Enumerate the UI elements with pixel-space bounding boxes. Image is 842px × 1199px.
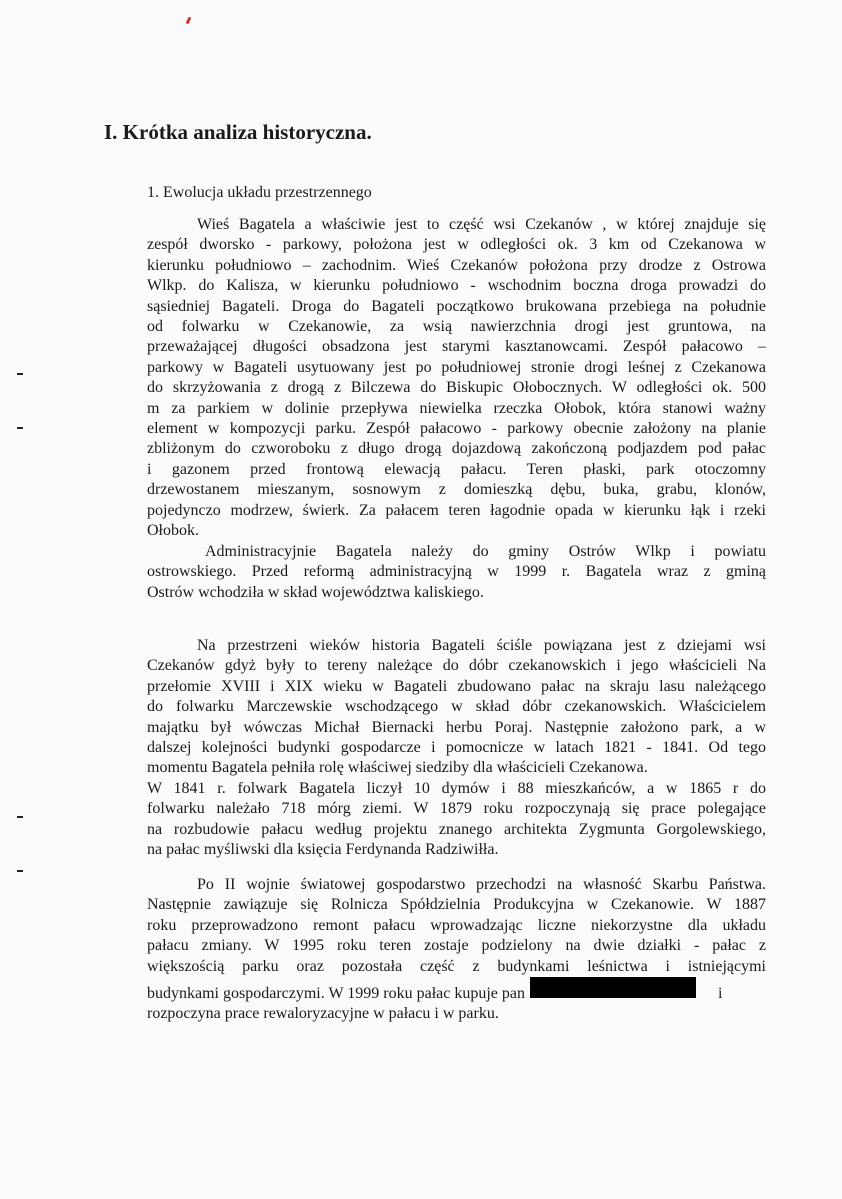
text-line: W 1841 r. folwark Bagatela liczył 10 dymów i 88 mieszkańców, a w 1865 r do <box>147 779 766 797</box>
text-line: drzewostanem mieszanym, sosnowym z domieszką dębu, buka, grabu, klonów, <box>147 481 766 499</box>
redaction-box <box>530 977 696 998</box>
text-line: majątku był wówczas Michał Biernacki herbu Poraj. Następnie założono park, a w <box>147 718 766 736</box>
text-line: na pałac myśliwski dla księcia Ferdynanda Radziwiłła. <box>147 841 499 859</box>
text-line: przełomie XVIII i XIX wieku w Bagateli zbudowano pałac na skraju lasu należącego <box>147 677 766 695</box>
text-line: Ołobok. <box>147 522 199 540</box>
text-line: do folwarku Marczewskie wschodzącego w skład dóbr czekanowskich. Właścicielem <box>147 698 766 716</box>
text-line: Na przestrzeni wieków historia Bagateli ściśle powiązana jest z dziejami wsi <box>197 637 766 654</box>
text-line: od folwarku w Czekanowie, za wsią nawierzchnia drogi jest gruntowa, na <box>147 318 766 336</box>
text-line: m za parkiem w dolinie przepływa niewielka rzeczka Ołobok, która stanowi ważny <box>147 399 766 417</box>
text-line-redacted <box>147 977 766 1004</box>
text-line: przeważającej długości obsadzona jest starymi kasztanowcami. Zespół pałacowo – <box>147 338 766 356</box>
text-line: i gazonem przed frontową elewacją pałacu. Teren płaski, park otoczomny <box>147 460 766 478</box>
text-line: Wieś Bagatela a właściwie jest to część wsi Czekanów , w której znajduje się <box>197 216 766 233</box>
text-line: sąsiedniej Bagateli. Droga do Bagateli początkowo brukowana przebiega na południe <box>147 297 766 315</box>
text-line: zespół dworsko - parkowy, położona jest w odległości ok. 3 km od Czekanowa w <box>147 236 766 254</box>
text-line: Następnie zawiązuje się Rolnicza Spółdzielnia Produkcyjna w Czekanowie. W 1887 <box>147 896 766 914</box>
text-line: Wlkp. do Kalisza, w kierunku południowo - wschodnim boczna droga prowadzi do <box>147 277 766 295</box>
scan-mark <box>17 816 23 818</box>
paragraph-history <box>147 636 766 860</box>
text-line: na rozbudowie pałacu według projektu znanego architekta Zygmunta Gorgolewskiego, <box>147 820 766 838</box>
text-line: folwarku należało 718 mórg ziemi. W 1879 roku rozpoczynają się prace polegające <box>147 800 766 818</box>
text-line: momentu Bagatela pełniła rolę właściwej siedziby dla właścicieli Czekanowa. <box>147 759 648 777</box>
text-line: pałacu zmiany. W 1995 roku teren zostaje podzielony na dwie działki - pałac z <box>147 937 766 955</box>
paragraph-administration <box>147 542 766 603</box>
text-line: większością parku oraz pozostała część z budynkami leśnictwa i istniejącymi <box>147 957 766 975</box>
scan-mark <box>17 373 23 375</box>
pen-mark <box>186 17 192 25</box>
text-after-redaction: i <box>718 985 723 1003</box>
text-line: zbliżonym do czworoboku z długo drogą dojazdową zakończoną podjazdem pod pałac <box>147 440 766 458</box>
text-line: Ostrów wchodziła w skład województwa kaliskiego. <box>147 583 484 601</box>
text-line: rozpoczyna prace rewaloryzacyjne w pałacu i w parku. <box>147 1005 499 1023</box>
text-line: dalszej kolejności budynki gospodarcze i pomocnicze w latach 1821 - 1841. Od tego <box>147 739 766 757</box>
paragraph-spatial-layout <box>147 215 766 542</box>
text-line: roku przeprowadzono remont pałacu wprowadzając liczne niekorzystne dla układu <box>147 916 766 934</box>
scan-mark <box>17 427 23 429</box>
paragraph-postwar <box>147 875 766 1025</box>
text-line: parkowy w Bagateli usytuowany jest po południowej stronie drogi leśnej z Czekanowa <box>147 358 766 376</box>
text-before-redaction: budynkami gospodarczymi. W 1999 roku pałac kupuje pan <box>147 985 525 1003</box>
text-line: ostrowskiego. Przed reformą administracyjną w 1999 r. Bagatela wraz z gminą <box>147 563 766 581</box>
text-line: element w kompozycji parku. Zespół pałacowo - parkowy obecnie założony na planie <box>147 420 766 438</box>
subsection-heading: 1. Ewolucja układu przestrzennego <box>147 184 372 201</box>
text-line: kierunku południowo – zachodnim. Wieś Czekanów położona przy drodze z Ostrowa <box>147 256 766 274</box>
text-line: do skrzyżowania z drogą z Bilczewa do Biskupic Ołobocznych. W odległości ok. 500 <box>147 379 766 397</box>
text-line: Administracyjnie Bagatela należy do gminy Ostrów Wlkp i powiatu <box>205 543 766 560</box>
scan-mark <box>17 870 23 872</box>
section-heading: I. Krótka analiza historyczna. <box>104 120 372 144</box>
text-line: Po II wojnie światowej gospodarstwo przechodzi na własność Skarbu Państwa. <box>197 876 766 893</box>
text-line: Czekanów gdyż były to tereny należące do dóbr czekanowskich i jego właścicieli Na <box>147 657 766 675</box>
text-line: pojedynczo modrzew, świerk. Za pałacem teren łagodnie opada w kierunku łąk i rzeki <box>147 501 766 519</box>
